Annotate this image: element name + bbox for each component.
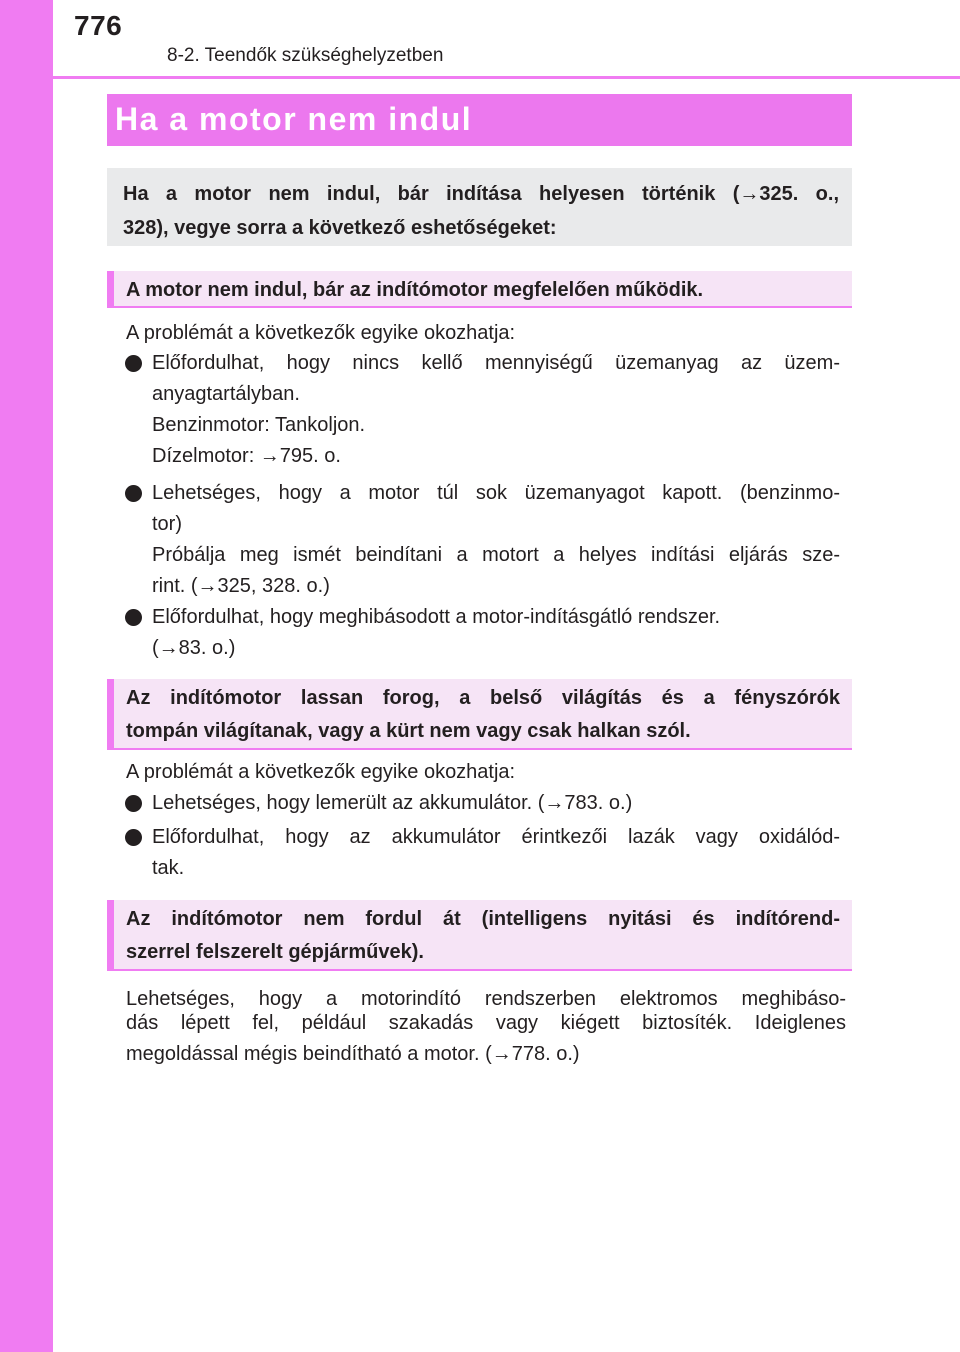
subheading-slow-starter [107, 679, 852, 750]
section-label: 8-2. Teendők szükséghelyzetben [167, 45, 444, 66]
subheading-line-1: Az indítómotor lassan forog, a belső világítás és a fényszórók [126, 687, 840, 709]
section2-lead: A problémát a következők egyike okozhatja: [126, 761, 516, 783]
bullet-icon [125, 829, 142, 846]
intro-text [123, 177, 839, 245]
s1-b3-line2: (→83. o.) [152, 637, 236, 659]
s2-b2-line1: Előfordulhat, hogy az akkumulátor érintkezői lazák vagy oxidálód- [152, 826, 840, 848]
header-rule [53, 76, 960, 79]
s1-b2-line3: Próbálja meg ismét beindítani a motort a helyes indítási eljárás sze- [152, 544, 840, 566]
section1-lead: A problémát a következők egyike okozhatja: [126, 322, 516, 344]
page-number: 776 [74, 10, 123, 41]
page-title: Ha a motor nem indul [115, 101, 473, 137]
s3-para-line2: dás lépett fel, például szakadás vagy kiégett biztosíték. Ideiglenes [126, 1012, 846, 1034]
s3-para-line3: megoldással mégis beindítható a motor. (→778. o.) [126, 1043, 580, 1065]
s1-b1-line1: Előfordulhat, hogy nincs kellő mennyiségű üzemanyag az üzem- [152, 352, 840, 374]
subheading-starter-not-cranking [107, 900, 852, 971]
side-tab-bar [0, 0, 53, 1352]
subheading-text: A motor nem indul, bár az indítómotor megfelelően működik. [126, 279, 704, 301]
subheading-text [126, 682, 840, 748]
bullet-icon [125, 355, 142, 372]
subheading-text [126, 903, 840, 969]
intro-line-2: 328), vegye sorra a következő eshetőségeket: [123, 217, 557, 239]
intro-line-1: Ha a motor nem indul, bár indítása helyesen történik (→325. o., [123, 183, 839, 205]
s1-b2-line2: tor) [152, 513, 182, 535]
s1-b1-line2: anyagtartályban. [152, 383, 300, 405]
s1-b1-line4: Dízelmotor: →795. o. [152, 445, 341, 467]
s1-b1-line3: Benzinmotor: Tankoljon. [152, 414, 366, 436]
s1-b3-line1: Előfordulhat, hogy meghibásodott a motor-indításgátló rendszer. [152, 606, 721, 628]
subheading-line-2: tompán világítanak, vagy a kürt nem vagy csak halkan szól. [126, 720, 691, 742]
s2-b2-line2: tak. [152, 857, 185, 879]
subheading-line-1: Az indítómotor nem fordul át (intelligens nyitási és indítórend- [126, 908, 840, 930]
s3-para-line1: Lehetséges, hogy a motorindító rendszerben elektromos meghibáso- [126, 988, 846, 1010]
bullet-icon [125, 485, 142, 502]
bullet-icon [125, 609, 142, 626]
subheading-engine-not-starting [107, 271, 852, 308]
subheading-line-2: szerrel felszerelt gépjárművek). [126, 941, 424, 963]
s1-b2-line4: rint. (→325, 328. o.) [152, 575, 330, 597]
bullet-icon [125, 795, 142, 812]
s1-b2-line1: Lehetséges, hogy a motor túl sok üzemanyagot kapott. (benzinmo- [152, 482, 840, 504]
s2-b1-line1: Lehetséges, hogy lemerült az akkumulátor. (→783. o.) [152, 792, 633, 814]
